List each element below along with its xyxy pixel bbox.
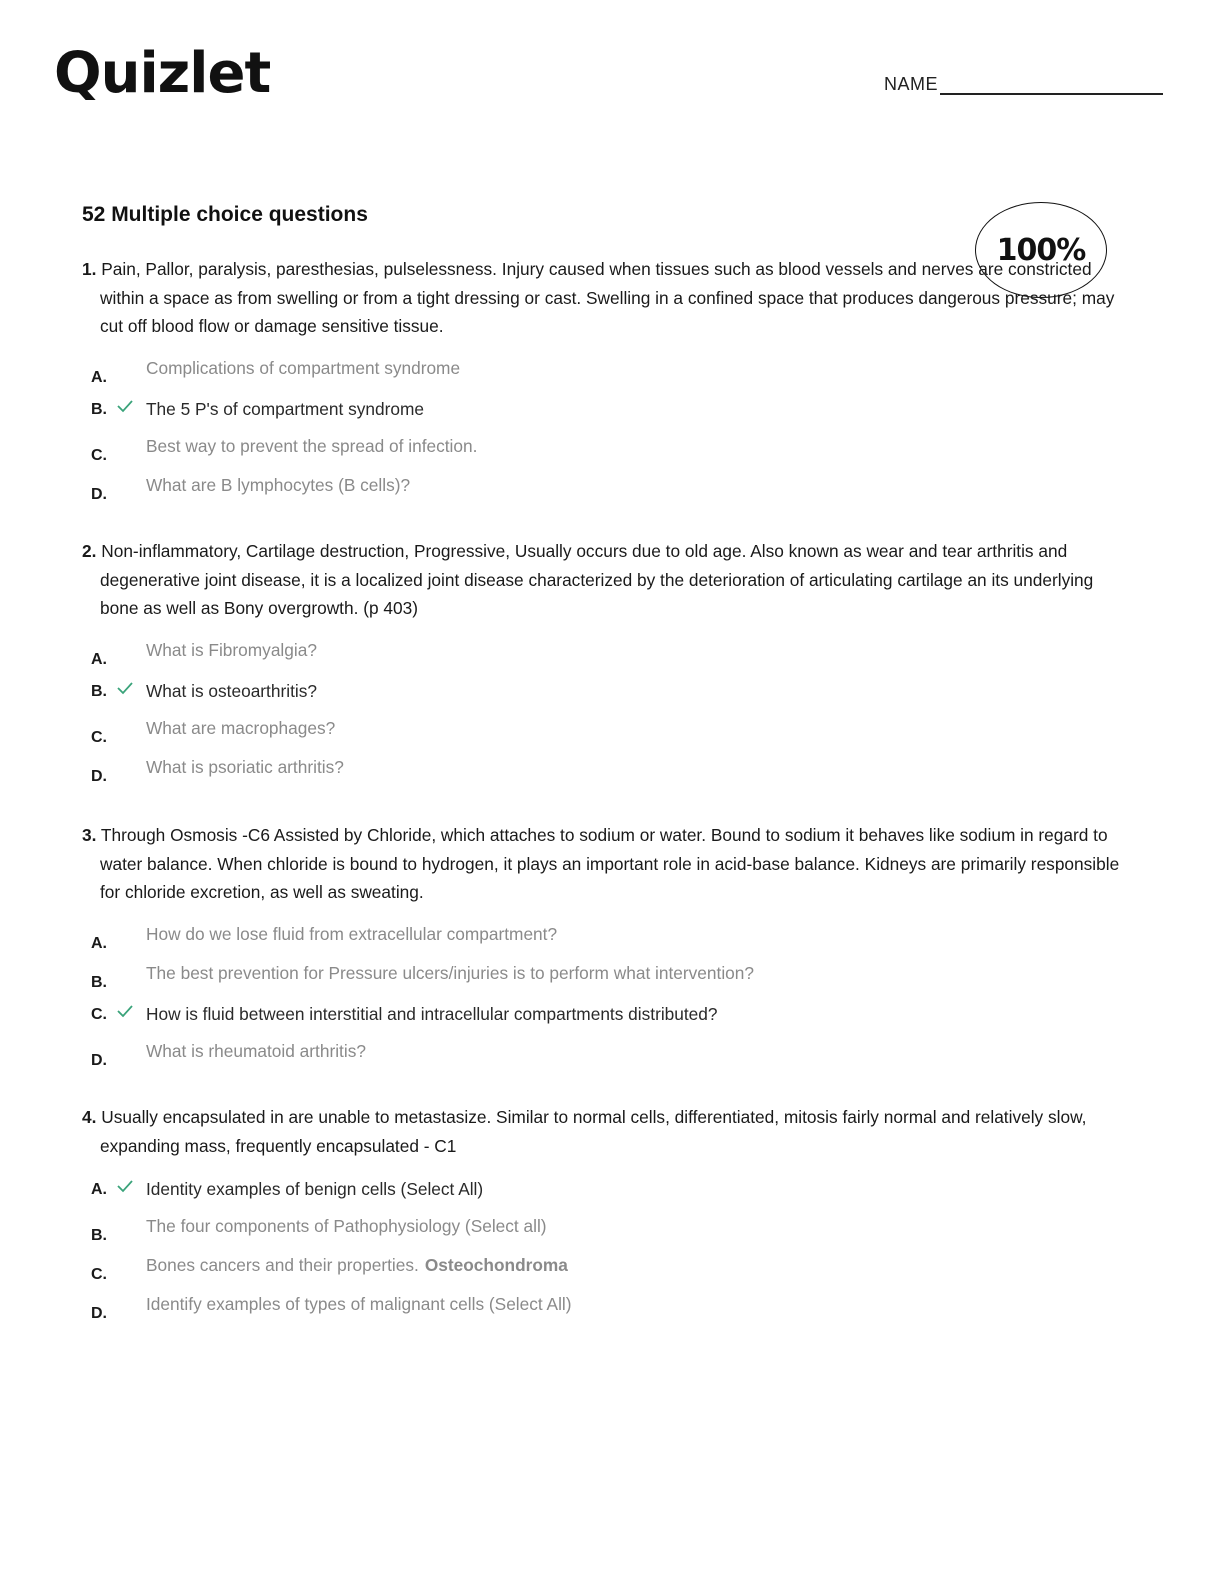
option-a[interactable]	[82, 637, 1132, 676]
option-letter: C.	[91, 446, 107, 464]
option-letter: A.	[91, 368, 107, 386]
question-1	[82, 255, 1132, 511]
option-text-term: Osteochondroma	[424, 1255, 568, 1275]
option-text	[146, 1255, 568, 1276]
option-b[interactable]	[82, 676, 1132, 715]
option-text: The four components of Pathophysiology (Select all)	[146, 1216, 547, 1236]
option-d[interactable]	[82, 754, 1132, 793]
question-number: 4.	[82, 1107, 97, 1127]
option-letter: C.	[91, 728, 107, 746]
option-text: Best way to prevent the spread of infection.	[146, 435, 478, 456]
option-letter: B.	[91, 973, 107, 991]
question-text	[82, 1103, 1132, 1160]
option-d[interactable]	[82, 1291, 1132, 1330]
question-text	[82, 537, 1132, 623]
question-body: Non-inflammatory, Cartilage destruction, Progressive, Usually occurs due to old age. Also known as wear and tear arthritis and degenerative joint disease, it is a localized joint disease characterized by the deterioration of articulating cartilage an its underlying bone as well as Bony overgrowth. (p 403)	[100, 541, 1094, 618]
name-label: NAME	[884, 74, 939, 94]
question-body: Through Osmosis -C6 Assisted by Chloride, which attaches to sodium or water. Bound to sodium it behaves like sodium in regard to water balance. When chloride is bound to hydrogen, it plays an important role in acid-base balance. Kidneys are primarily responsible for chloride excretion, as well as sweating.	[100, 825, 1120, 902]
question-text	[82, 255, 1132, 341]
option-letter: C.	[91, 1005, 107, 1023]
option-text: Complications of compartment syndrome	[146, 357, 461, 378]
quizlet-logo: Quizlet	[54, 41, 271, 106]
option-text: How is fluid between interstitial and intracellular compartments distributed?	[146, 1003, 718, 1024]
option-c[interactable]	[82, 433, 1132, 472]
option-letter: D.	[91, 1051, 107, 1069]
question-4	[82, 1103, 1132, 1330]
option-d[interactable]	[82, 1038, 1132, 1077]
option-b[interactable]	[82, 960, 1132, 999]
question-2	[82, 537, 1132, 793]
name-blank-line	[940, 75, 1163, 95]
name-field	[884, 74, 1163, 95]
option-letter: A.	[91, 934, 107, 952]
option-letter: D.	[91, 1305, 107, 1322]
checkmark-icon	[116, 680, 134, 696]
answer-options	[82, 1174, 1132, 1330]
option-text: What are B lymphocytes (B cells)?	[146, 474, 411, 495]
option-text: The 5 P's of compartment syndrome	[146, 398, 424, 419]
option-text: Identify examples of types of malignant cells (Select All)	[146, 1294, 572, 1314]
option-text: What is Fibromyalgia?	[146, 639, 317, 660]
option-text: How do we lose fluid from extracellular compartment?	[146, 923, 558, 944]
checkmark-icon	[116, 1178, 134, 1194]
option-text: What is rheumatoid arthritis?	[146, 1040, 366, 1061]
option-a[interactable]	[82, 921, 1132, 960]
question-number: 1.	[82, 259, 97, 279]
option-text-main: Bones cancers and their properties.	[146, 1255, 419, 1275]
question-text	[82, 821, 1132, 907]
answer-options	[82, 637, 1132, 793]
option-letter: C.	[91, 1266, 107, 1283]
option-text: What are macrophages?	[146, 717, 336, 738]
question-number: 2.	[82, 541, 97, 561]
option-c[interactable]	[82, 1252, 1132, 1291]
option-a[interactable]	[82, 1174, 1132, 1213]
option-letter: D.	[91, 767, 107, 785]
option-d[interactable]	[82, 472, 1132, 511]
option-letter: A.	[91, 1181, 107, 1198]
checkmark-icon	[116, 1003, 134, 1019]
option-c[interactable]	[82, 999, 1132, 1038]
option-text: What is psoriatic arthritis?	[146, 756, 344, 777]
option-b[interactable]	[82, 394, 1132, 433]
question-number: 3.	[82, 825, 97, 845]
option-c[interactable]	[82, 715, 1132, 754]
option-text: The best prevention for Pressure ulcers/injuries is to perform what intervention?	[146, 962, 755, 983]
option-text: What is osteoarthritis?	[146, 680, 317, 701]
answer-options	[82, 355, 1132, 511]
option-b[interactable]	[82, 1213, 1132, 1252]
option-letter: A.	[91, 650, 107, 668]
option-letter: B.	[91, 400, 107, 418]
option-a[interactable]	[82, 355, 1132, 394]
option-letter: D.	[91, 485, 107, 503]
option-text: Identity examples of benign cells (Select All)	[146, 1179, 484, 1199]
score-value: 100%	[996, 232, 1086, 268]
question-body: Pain, Pallor, paralysis, paresthesias, pulselessness. Injury caused when tissues such as blood vessels and nerves are constricted within a space as from swelling or from a tight dressing or cast. Swelling in a confined space that produces dangerous pressure; may cut off blood flow or damage sensitive tissue.	[100, 259, 1115, 336]
question-3	[82, 821, 1132, 1077]
option-letter: B.	[91, 1227, 107, 1244]
checkmark-icon	[116, 398, 134, 414]
answer-options	[82, 921, 1132, 1077]
question-body: Usually encapsulated in are unable to metastasize. Similar to normal cells, differentiated, mitosis fairly normal and relatively slow, expanding mass, frequently encapsulated - C1	[100, 1107, 1087, 1156]
section-title: 52 Multiple choice questions	[82, 203, 368, 226]
option-letter: B.	[91, 682, 107, 700]
